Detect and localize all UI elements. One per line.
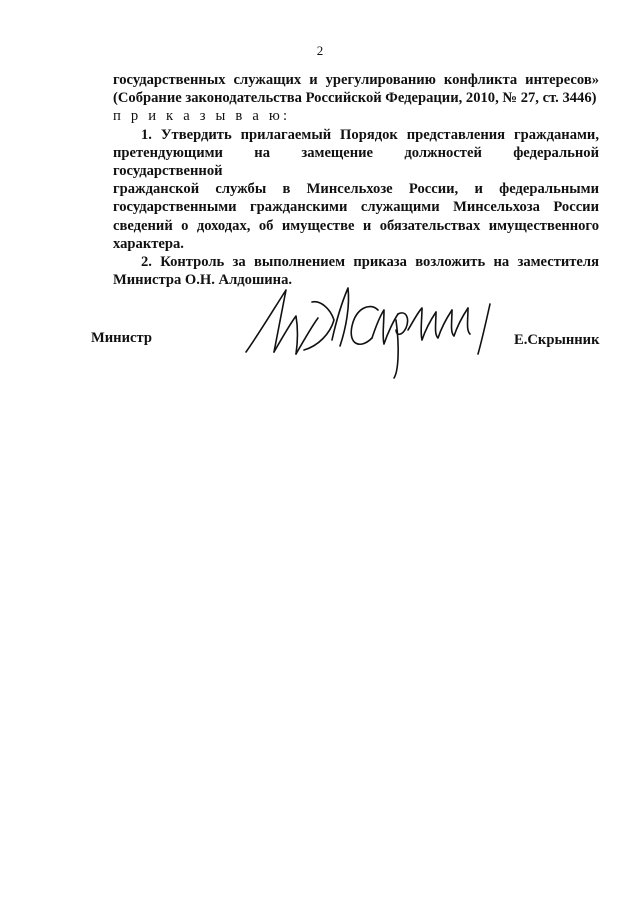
handwritten-signature xyxy=(238,280,506,380)
signer-title: Министр xyxy=(91,330,152,346)
item-1-line: сведений о доходах, об имуществе и обязательствах имущественного xyxy=(113,217,599,234)
text-line: государственных служащих и урегулированию конфликта интересов» xyxy=(113,72,599,88)
item-2-line: 2. Контроль за выполнением приказа возложить на заместителя xyxy=(141,254,599,271)
page-number: 2 xyxy=(316,43,324,58)
item-1-line: 1. Утвердить прилагаемый Порядок представления гражданами, xyxy=(141,126,599,143)
signer-name: Е.Скрынник xyxy=(514,332,600,348)
text-line: (Собрание законодательства Российской Федерации, 2010, № 27, ст. 3446) xyxy=(113,90,597,107)
item-1-line: гражданской службы в Минсельхозе России, и федеральными xyxy=(113,181,599,198)
order-keyword: п р и к а з ы в а ю: xyxy=(113,108,291,125)
item-1-line: государственными гражданскими служащими Минсельхоза России xyxy=(113,199,599,216)
item-2-line: Министра О.Н. Алдошина. xyxy=(113,272,293,289)
item-1-line: претендующими на замещение должностей федеральной государственной xyxy=(113,144,599,180)
document-body xyxy=(113,71,599,289)
item-1-line: характера. xyxy=(113,235,184,252)
signature-block xyxy=(0,280,640,380)
